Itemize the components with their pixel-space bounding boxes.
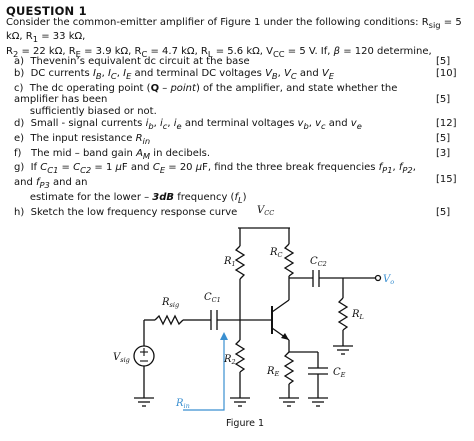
part-marks: [5] — [436, 56, 451, 67]
part-marks: [3] — [436, 147, 451, 159]
label-r2: $R_2$ — [224, 354, 236, 366]
label-r1: $R_1$ — [224, 256, 236, 268]
part-text: f) The mid – band gain $A_M$ in decibels. — [14, 147, 211, 161]
part-marks: [5] — [436, 206, 451, 218]
part-text: e) The input resistance $R_{in}$ — [14, 132, 151, 146]
label-ce: $C_E$ — [333, 367, 346, 379]
label-rl: $R_L$ — [352, 309, 364, 321]
label-rin: $R_{in}$ — [176, 398, 190, 410]
part-text: a) Thevenin’s equivalent dc circuit at the base — [14, 56, 250, 67]
label-vo: $V_o$ — [383, 274, 395, 286]
label-cc1: $C_{C1}$ — [204, 292, 221, 304]
part-marks: [5] — [436, 132, 451, 144]
part-text: b) DC currents $I_B$, $I_C$, $I_E$ and terminal DC voltages $V_B$, $V_C$ and $V_E$ — [14, 67, 334, 81]
label-cc2: $C_{C2}$ — [310, 256, 327, 268]
part-marks: [5] — [436, 94, 451, 106]
part-text: h) Sketch the low frequency response curve — [14, 206, 238, 218]
part-text: c) The dc operating point (Q – point) of the amplifier, and state whether the amplifier has been sufficiently biased or not. — [14, 82, 398, 118]
figure-caption: Figure 1 — [226, 418, 265, 429]
rin-arrowhead-icon — [220, 332, 228, 340]
label-rc: $R_C$ — [270, 247, 283, 259]
label-re: $R_E$ — [267, 366, 280, 378]
question-title: QUESTION 1 — [6, 4, 87, 18]
part-text: g) If $C_{C1} = C_{C2} = 1$ μF and $C_E = 20$ μF, find the three break frequencies $f_{P1}$, $f_{P2}$, and $f_{P3}$ and an estimate for the lower – 3dB frequency $(f_L)$ — [14, 162, 416, 205]
part-text: d) Small - signal currents $i_b$, $i_c$, $i_e$ and terminal voltages $v_b$, $v_c$ and $v_e$ — [14, 117, 362, 131]
stem-line-2: $R_2 = 22$ kΩ, $R_E = 3.9$ kΩ, $R_C = 4.7$ kΩ, $R_L = 5.6$ kΩ, $V_{CC} = 5$ V. If, β = 120 determine, — [6, 45, 432, 59]
source-plus-icon — [140, 348, 148, 361]
label-vcc: $V_{CC}$ — [257, 205, 275, 217]
label-rsig: $R_{sig}$ — [162, 297, 180, 309]
part-marks: [12] — [436, 117, 457, 129]
label-vsig: $V_{sig}$ — [113, 352, 130, 364]
ground-symbols — [134, 346, 353, 406]
part-marks: [10] — [436, 67, 457, 79]
part-marks: [15] — [436, 174, 457, 186]
stem-line-1: Consider the common-emitter amplifier of Figure 1 under the following conditions: $R_{sig} = 5$ kΩ, $R_1 = 33$ kΩ, — [6, 17, 462, 45]
emitter-arrow-icon — [281, 333, 289, 340]
rin-arrow — [183, 338, 224, 410]
